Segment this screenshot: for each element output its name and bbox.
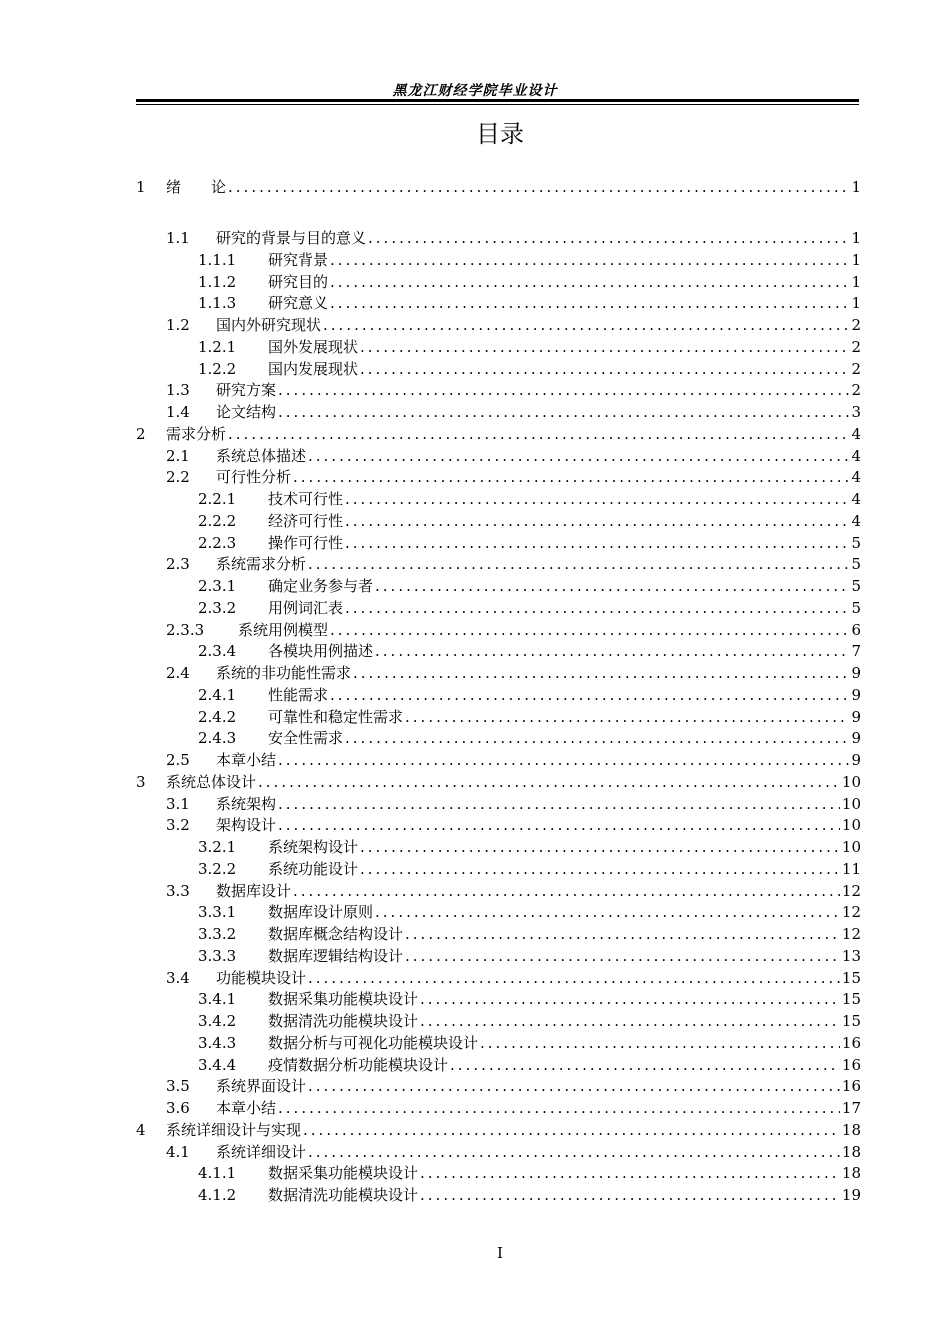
toc-leader-dots	[375, 641, 849, 661]
toc-entry-page: 5	[851, 555, 861, 574]
toc-entry-number: 3.4.2	[198, 1012, 237, 1030]
toc-entry-number: 2.4.2	[198, 707, 237, 726]
toc-entry-label: 数据分析与可视化功能模块设计	[268, 1033, 479, 1052]
toc-entry	[136, 380, 861, 400]
toc-entry-page: 4	[851, 511, 861, 530]
toc-entry	[136, 794, 861, 814]
toc-entry-page: 6	[851, 620, 861, 639]
toc-entry	[136, 554, 861, 574]
toc-entry-label: 数据库逻辑结构设计	[268, 946, 404, 965]
page-number: I	[497, 1244, 503, 1262]
toc-entry-number: 3.4.3	[198, 1033, 237, 1052]
toc-entry-label: 研究的背景与目的意义	[216, 229, 367, 247]
toc-entry-label: 经济可行性	[268, 511, 344, 530]
toc-entry-page: 4	[851, 490, 861, 508]
toc-entry-page: 1	[851, 272, 861, 291]
toc-entry-page: 18	[841, 1142, 861, 1161]
toc-leader-dots	[278, 380, 849, 400]
toc-leader-dots	[345, 728, 849, 748]
toc-entry-page: 1	[851, 294, 861, 313]
toc-leader-dots	[330, 250, 849, 270]
toc-leader-dots	[450, 1055, 840, 1075]
toc-entry-label: 研究方案	[216, 381, 277, 400]
toc-entry-page: 16	[841, 1055, 861, 1074]
toc-entry	[136, 772, 861, 792]
toc-leader-dots	[375, 902, 840, 922]
toc-entry-label: 系统用例模型	[238, 620, 329, 639]
toc-entry-number: 1	[136, 178, 146, 196]
toc-entry	[136, 663, 861, 683]
toc-entry	[136, 902, 861, 922]
toc-leader-dots	[308, 446, 849, 466]
toc-entry	[136, 837, 861, 857]
toc-entry	[136, 446, 861, 466]
toc-entry	[136, 707, 861, 727]
toc-entry-label: 技术可行性	[268, 490, 344, 508]
toc-leader-dots	[303, 1120, 840, 1140]
toc-entry-number: 3.4.1	[198, 990, 237, 1009]
toc-entry-label: 本章小结	[216, 1099, 277, 1117]
toc-entry-page: 18	[841, 1120, 861, 1139]
toc-entry-label: 本章小结	[216, 751, 277, 769]
toc-entry	[136, 533, 861, 553]
toc-entry-number: 2.4.1	[198, 685, 237, 704]
toc-entry-number: 3.2.1	[198, 838, 237, 856]
toc-entry-label: 安全性需求	[268, 729, 344, 748]
toc-leader-dots	[278, 402, 849, 422]
toc-entry-label: 各模块用例描述	[268, 642, 374, 661]
toc-entry-page: 1	[851, 250, 861, 269]
toc-entry-number: 2.2	[166, 468, 190, 487]
toc-entry-page: 4	[851, 424, 861, 443]
toc-entry-page: 12	[841, 925, 861, 943]
toc-entry	[136, 924, 861, 944]
toc-leader-dots	[278, 1098, 840, 1118]
toc-entry-number: 2	[136, 424, 146, 443]
toc-entry-page: 1	[851, 178, 861, 196]
toc-entry-label: 研究目的	[268, 272, 329, 291]
toc-entry-number: 1.2.1	[198, 337, 237, 356]
toc-entry-number: 2.1	[166, 446, 190, 465]
toc-leader-dots	[330, 293, 849, 313]
toc-entry-label: 系统总体设计	[166, 772, 257, 791]
toc-entry-page: 2	[851, 337, 861, 356]
toc-entry-page: 9	[851, 685, 861, 704]
toc-entry-page: 10	[841, 838, 861, 856]
toc-entry-page: 9	[851, 751, 861, 769]
toc-entry-label: 数据清洗功能模块设计	[268, 1186, 419, 1204]
toc-entry-number: 1.2.2	[198, 359, 237, 378]
toc-entry-number: 2.3.4	[198, 642, 237, 661]
toc-entry-page: 7	[851, 642, 861, 661]
toc-entry	[136, 1120, 861, 1140]
toc-entry	[136, 250, 861, 270]
toc-entry-page: 16	[841, 1077, 861, 1096]
toc-entry	[136, 1076, 861, 1096]
toc-entry-label: 国内发展现状	[268, 359, 359, 378]
toc-entry-label: 数据清洗功能模块设计	[268, 1012, 419, 1030]
toc-entry-page: 10	[841, 772, 861, 791]
toc-leader-dots	[375, 576, 849, 596]
toc-leader-dots	[405, 924, 840, 944]
toc-leader-dots	[420, 1185, 840, 1205]
toc-entry-number: 2.2.1	[198, 490, 237, 508]
toc-entry	[136, 750, 861, 770]
toc-leader-dots	[480, 1033, 840, 1053]
toc-entry-label: 系统架构	[216, 794, 277, 813]
toc-entry-number: 4.1.2	[198, 1186, 237, 1204]
toc-entry-page: 9	[851, 729, 861, 748]
toc-leader-dots	[345, 511, 849, 531]
toc-entry-label: 数据采集功能模块设计	[268, 1164, 419, 1183]
toc-entry	[136, 728, 861, 748]
toc-entry-page: 2	[851, 381, 861, 400]
toc-leader-dots	[368, 228, 849, 248]
toc-entry-page: 11	[841, 859, 861, 878]
toc-entry-number: 2.2.3	[198, 533, 237, 552]
toc-entry	[136, 946, 861, 966]
toc-entry-number: 2.3	[166, 555, 190, 574]
toc-entry-label: 可靠性和稳定性需求	[268, 707, 404, 726]
toc-entry-label: 用例词汇表	[268, 598, 344, 617]
toc-entry-label: 数据采集功能模块设计	[268, 990, 419, 1009]
toc-entry-page: 9	[851, 707, 861, 726]
toc-leader-dots	[420, 989, 840, 1009]
toc-entry	[136, 511, 861, 531]
toc-entry-label: 论文结构	[216, 403, 277, 421]
toc-entry-number: 1.3	[166, 381, 190, 400]
toc-leader-dots	[420, 1011, 840, 1031]
toc-entry	[136, 1055, 861, 1075]
toc-entry-label: 数据库设计原则	[268, 903, 374, 922]
toc-entry-page: 15	[841, 990, 861, 1009]
toc-entry-number: 2.3.3	[166, 620, 205, 639]
toc-leader-dots	[293, 467, 849, 487]
toc-entry-page: 12	[841, 881, 861, 900]
toc-entry-number: 3.2.2	[198, 859, 237, 878]
toc-entry-label: 绪 论	[166, 178, 227, 196]
toc-leader-dots	[360, 359, 849, 379]
toc-entry	[136, 467, 861, 487]
toc-entry-label: 系统详细设计与实现	[166, 1120, 302, 1139]
toc-entry	[136, 1098, 861, 1118]
toc-entry-number: 1.4	[166, 403, 190, 421]
toc-entry-label: 国外发展现状	[268, 337, 359, 356]
toc-entry-label: 操作可行性	[268, 533, 344, 552]
toc-leader-dots	[308, 554, 849, 574]
toc-leader-dots	[278, 815, 840, 835]
toc-entry-page: 13	[841, 946, 861, 965]
toc-entry	[136, 315, 861, 335]
toc-leader-dots	[360, 837, 840, 857]
toc-entry-number: 2.2.2	[198, 511, 237, 530]
toc-entry-label: 数据库概念结构设计	[268, 925, 404, 943]
toc-entry	[136, 815, 861, 835]
toc-entry-number: 3.4	[166, 968, 190, 987]
toc-entry-number: 2.3.2	[198, 598, 237, 617]
toc-entry-number: 4.1	[166, 1142, 190, 1161]
toc-entry-page: 4	[851, 468, 861, 487]
toc-entry	[136, 1142, 861, 1162]
toc-entry-label: 数据库设计	[216, 881, 292, 900]
toc-leader-dots	[345, 489, 849, 509]
toc-entry	[136, 1011, 861, 1031]
toc-leader-dots	[258, 772, 840, 792]
toc-entry	[136, 337, 861, 357]
toc-entry-page: 10	[841, 794, 861, 813]
toc-entry-number: 1.1.3	[198, 294, 237, 313]
toc-entry-page: 2	[851, 316, 861, 334]
toc-entry-label: 系统架构设计	[268, 838, 359, 856]
toc-entry-page: 16	[841, 1033, 861, 1052]
toc-leader-dots	[345, 533, 849, 553]
toc-entry-label: 研究背景	[268, 250, 329, 269]
toc-leader-dots	[228, 177, 849, 197]
toc-entry	[136, 598, 861, 618]
toc-entry-number: 2.5	[166, 751, 190, 769]
toc-entry-page: 9	[851, 664, 861, 682]
toc-leader-dots	[345, 598, 849, 618]
toc-leader-dots	[308, 1076, 840, 1096]
toc-entry	[136, 424, 861, 444]
toc-entry-number: 4	[136, 1120, 146, 1139]
toc-entry	[136, 402, 861, 422]
toc-entry-page: 10	[841, 816, 861, 835]
toc-entry	[136, 1163, 861, 1183]
toc-entry-number: 3.5	[166, 1077, 190, 1096]
toc-entry	[136, 641, 861, 661]
toc-entry-page: 12	[841, 903, 861, 922]
toc-entry-page: 15	[841, 968, 861, 987]
toc-entry	[136, 881, 861, 901]
toc-entry-page: 3	[851, 403, 861, 421]
toc-leader-dots	[405, 946, 840, 966]
toc-entry-label: 国内外研究现状	[216, 316, 322, 334]
toc-leader-dots	[360, 859, 840, 879]
toc-entry-page: 5	[851, 598, 861, 617]
toc-entry-label: 系统需求分析	[216, 555, 307, 574]
toc-entry	[136, 968, 861, 988]
toc-entry	[136, 228, 861, 248]
toc-entry-number: 3.4.4	[198, 1055, 237, 1074]
toc-entry-label: 性能需求	[268, 685, 329, 704]
toc-entry	[136, 1185, 861, 1205]
running-header: 黑龙江财经学院毕业设计	[392, 83, 558, 99]
toc-entry-label: 系统功能设计	[268, 859, 359, 878]
toc-entry-number: 1.2	[166, 316, 190, 334]
toc-entry-page: 4	[851, 446, 861, 465]
toc-entry	[136, 272, 861, 292]
toc-entry-label: 系统详细设计	[216, 1142, 307, 1161]
table-of-contents	[136, 0, 861, 1344]
toc-entry-number: 1.1.2	[198, 272, 237, 291]
toc-entry-number: 1.1.1	[198, 250, 237, 269]
toc-entry-number: 3.3.3	[198, 946, 237, 965]
toc-title: 目录	[476, 120, 524, 148]
toc-entry-label: 确定业务参与者	[268, 577, 374, 595]
toc-leader-dots	[228, 424, 849, 444]
toc-leader-dots	[323, 315, 849, 335]
toc-entry-page: 5	[851, 577, 861, 595]
toc-entry-number: 3	[136, 772, 146, 791]
toc-entry-label: 研究意义	[268, 294, 329, 313]
toc-entry-page: 1	[851, 229, 861, 247]
toc-entry	[136, 859, 861, 879]
toc-leader-dots	[330, 272, 849, 292]
toc-entry-number: 1.1	[166, 229, 190, 247]
toc-entry	[136, 489, 861, 509]
toc-entry-number: 4.1.1	[198, 1164, 237, 1183]
toc-entry	[136, 620, 861, 640]
toc-leader-dots	[330, 685, 849, 705]
toc-entry-page: 17	[841, 1099, 861, 1117]
toc-entry-number: 3.3.2	[198, 925, 237, 943]
toc-entry-number: 2.4	[166, 664, 190, 682]
toc-leader-dots	[308, 968, 840, 988]
toc-entry-number: 2.3.1	[198, 577, 237, 595]
toc-leader-dots	[405, 707, 849, 727]
toc-leader-dots	[278, 794, 840, 814]
toc-entry-page: 2	[851, 359, 861, 378]
toc-entry-page: 15	[841, 1012, 861, 1030]
toc-entry-label: 系统的非功能性需求	[216, 664, 352, 682]
toc-entry	[136, 1033, 861, 1053]
toc-entry-label: 系统总体描述	[216, 446, 307, 465]
toc-leader-dots	[420, 1163, 840, 1183]
toc-entry	[136, 359, 861, 379]
toc-entry-label: 疫情数据分析功能模块设计	[268, 1055, 449, 1074]
toc-entry	[136, 685, 861, 705]
toc-entry-label: 需求分析	[166, 424, 227, 443]
toc-entry-label: 可行性分析	[216, 468, 292, 487]
toc-leader-dots	[308, 1142, 840, 1162]
toc-entry-number: 3.3	[166, 881, 190, 900]
toc-entry-number: 3.1	[166, 794, 190, 813]
toc-leader-dots	[293, 881, 840, 901]
toc-leader-dots	[353, 663, 849, 683]
toc-entry-page: 19	[841, 1186, 861, 1204]
toc-entry-number: 3.3.1	[198, 903, 237, 922]
toc-entry-number: 3.6	[166, 1099, 190, 1117]
toc-leader-dots	[360, 337, 849, 357]
toc-entry-number: 2.4.3	[198, 729, 237, 748]
toc-entry-number: 3.2	[166, 816, 190, 835]
toc-entry	[136, 293, 861, 313]
toc-entry	[136, 989, 861, 1009]
toc-entry-label: 架构设计	[216, 816, 277, 835]
toc-leader-dots	[278, 750, 849, 770]
toc-entry-label: 功能模块设计	[216, 968, 307, 987]
toc-entry-page: 5	[851, 533, 861, 552]
toc-entry	[136, 177, 861, 197]
toc-entry	[136, 576, 861, 596]
toc-entry-label: 系统界面设计	[216, 1077, 307, 1096]
toc-entry-page: 18	[841, 1164, 861, 1183]
toc-leader-dots	[330, 620, 849, 640]
